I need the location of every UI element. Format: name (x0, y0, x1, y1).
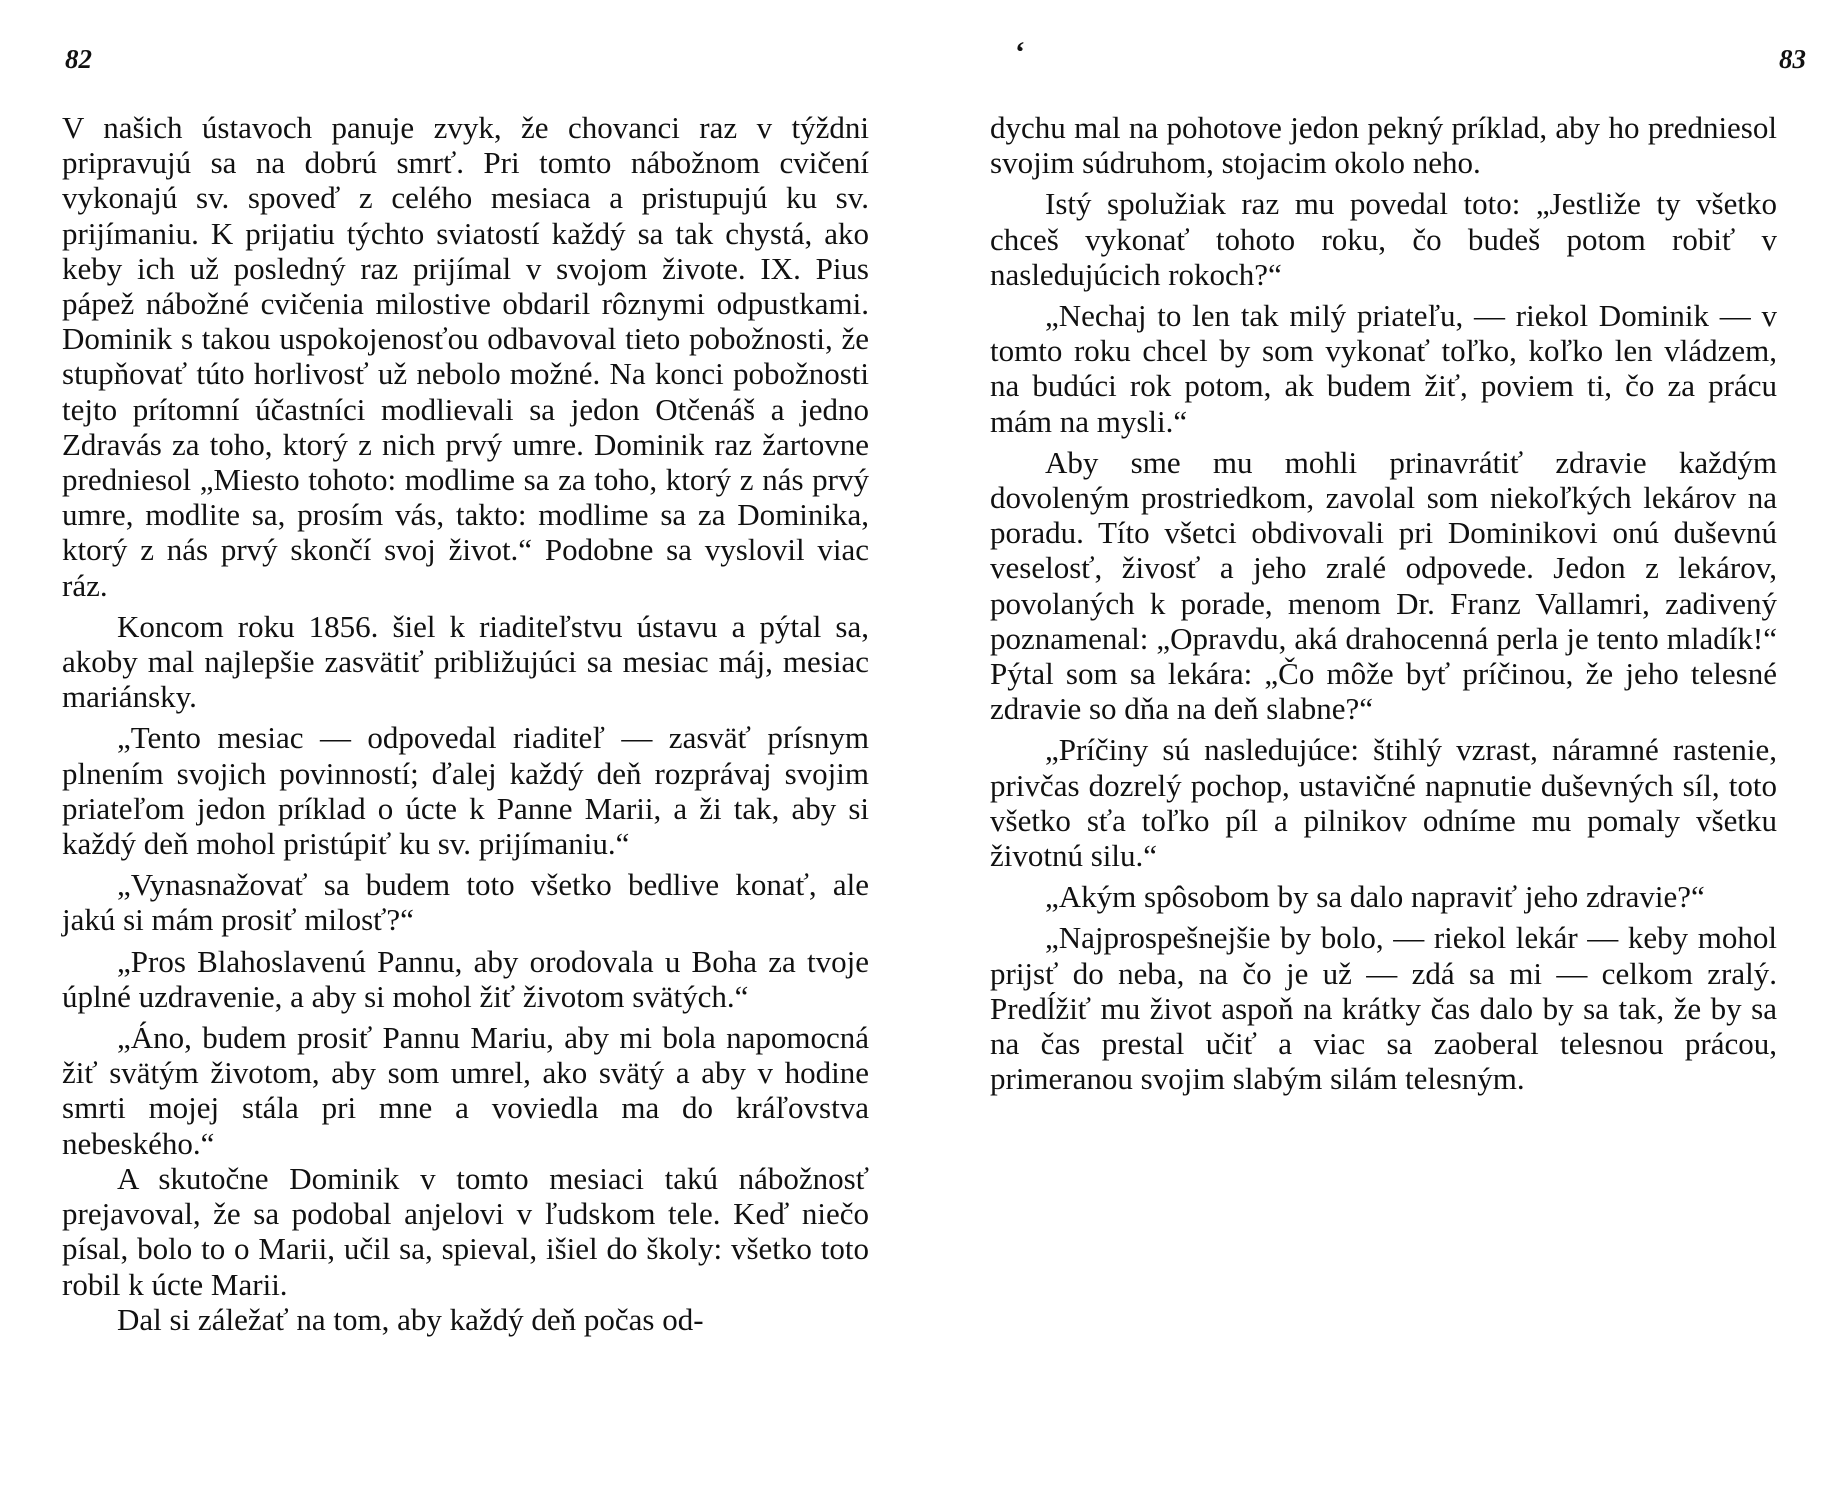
paragraph: dychu mal na pohotove jedon pekný príklad, aby ho predniesol svojim súdruhom, stojacim okolo neho. (990, 110, 1777, 181)
page-number-left: 82 (65, 44, 92, 74)
page-number-right: 83 (1779, 44, 1806, 74)
left-page-text (62, 110, 869, 1343)
paragraph: A skutočne Dominik v tomto mesiaci takú nábožnosť prejavoval, že sa podobal anjelovi v ľudskom tele. Keď niečo písal, bolo to o Marii, učil sa, spieval, išiel do školy: všetko toto robil k úcte Marii. (62, 1160, 869, 1302)
paragraph: „Akým spôsobom by sa dalo napraviť jeho zdravie?“ (1045, 879, 1705, 915)
margin-mark: ‘ (1015, 36, 1025, 69)
paragraph: Dal si záležať na tom, aby každý deň počas od- (117, 1301, 704, 1337)
right-page (923, 0, 1846, 1500)
paragraph: V našich ústavoch panuje zvyk, že chovanci raz v týždni pripravujú sa na dobrú smrť. Pri tomto nábožnom cvičení vykonajú sv. spoveď z celého mesiaca a pristupujú ku sv. prijímaniu. K prijatiu týchto sviatostí každý sa tak chystá, ako keby ich už posledný raz prijímal v svojom živote. IX. Pius pápež nábožné cvičenia milostive obdaril rôznymi odpustkami. Dominik s takou uspokojenosťou odbavoval tieto pobožnosti, že stupňovať túto horlivosť už nebolo možné. Na konci pobožnosti tejto prítomní účastníci modlievali sa jedon Otčenáš a jedno Zdravás za toho, ktorý z nich prvý umre. Dominik raz žartovne predniesol „Miesto tohoto: modlime sa za toho, ktorý z nás prvý umre, modlite sa, prosím vás, takto: modlime sa za Dominika, ktorý z nás prvý skončí svoj život.“ Podobne sa vyslovil viac ráz. (62, 110, 869, 603)
right-page-text (990, 110, 1777, 1102)
paragraph: „Príčiny sú nasledujúce: štihlý vzrast, náramné rastenie, privčas dozrelý pochop, ustavičné napnutie duševných síl, toto všetko sťa toľko píl a pilnikov odníme mu pomaly všetku životnú silu.“ (990, 732, 1777, 874)
paragraph: „Áno, budem prosiť Pannu Mariu, aby mi bola napomocná žiť svätým životom, aby som umrel, ako svätý a aby v hodine smrti mojej stála pri mne a voviedla ma do kráľovstva nebeského.“ (62, 1020, 869, 1161)
paragraph: Koncom roku 1856. šiel k riaditeľstvu ústavu a pýtal sa, akoby mal najlepšie zasvätiť približujúci sa mesiac máj, mesiac mariánsky. (62, 608, 869, 715)
paragraph: Istý spolužiak raz mu povedal toto: „Jestliže ty všetko chceš vykonať tohoto roku, čo budeš potom robiť v nasledujúcich rokoch?“ (990, 186, 1777, 292)
paragraph: Aby sme mu mohli prinavrátiť zdravie každým dovoleným prostriedkom, zavolal som niekoľkých lekárov na poradu. Títo všetci obdivovali pri Dominikovi onú duševnú veselosť, živosť a jeho zralé odpovede. Jedon z lekárov, povolaných k porade, menom Dr. Franz Vallamri, zadivený poznamenal: „Opravdu, aká drahocenná perla je tento mladík!“ Pýtal som sa lekára: „Čo môže byť príčinou, že jeho telesné zdravie so dňa na deň slabne?“ (990, 444, 1777, 727)
paragraph: „Nechaj to len tak milý priateľu, — riekol Dominik — v tomto roku chcel by som vykonať toľko, koľko len vládzem, na budúci rok potom, ak budem žiť, poviem ti, čo za prácu mám na mysli.“ (990, 298, 1777, 439)
paragraph: „Vynasnažovať sa budem toto všetko bedlive konať, ale jakú si mám prosiť milosť?“ (62, 867, 869, 938)
paragraph: „Najprospešnejšie by bolo, — riekol lekár — keby mohol prijsť do neba, na čo je už — zdá sa mi — celkom zralý. Predĺžiť mu život aspoň na krátky čas dalo by sa tak, že by sa na čas prestal učiť a viac sa zaoberal telesnou prácou, primeranou svojim slabým silám telesným. (990, 920, 1777, 1097)
paragraph: „Tento mesiac — odpovedal riaditeľ — zasväť prísnym plnením svojich povinností; ďalej každý deň rozprávaj svojim priateľom jedon príklad o úcte k Panne Marii, a ži tak, aby si každý deň mohol pristúpiť ku sv. prijímaniu.“ (62, 720, 869, 862)
paragraph: „Pros Blahoslavenú Pannu, aby orodovala u Boha za tvoje úplné uzdravenie, a aby si mohol žiť životom svätých.“ (62, 943, 869, 1014)
